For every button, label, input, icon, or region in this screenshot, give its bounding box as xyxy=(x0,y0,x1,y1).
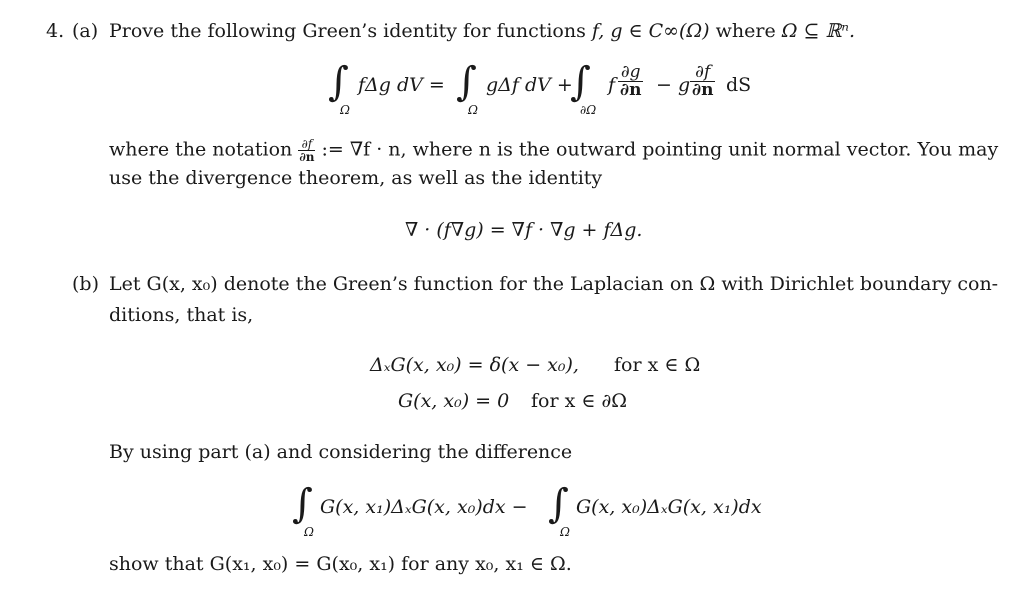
part-b-label: (b) xyxy=(72,273,99,295)
fraction-dg-dn xyxy=(618,64,643,99)
fraction-numerator: ∂f xyxy=(690,64,715,82)
rhs2-f: f xyxy=(608,74,616,96)
lhs-integrand: fΔg dV = xyxy=(358,74,445,96)
part-a-intro xyxy=(109,22,855,41)
greens-condition-2: for x ∈ ∂Ω xyxy=(531,390,628,412)
integral-sign: ∫ xyxy=(570,59,591,105)
integral-sign: ∫ xyxy=(292,481,313,527)
part-a-intro-text: Prove the following Green’s identity for functions xyxy=(109,20,586,42)
integral-sign: ∫ xyxy=(328,59,349,105)
part-a-domain-math: Ω ⊆ ℝⁿ. xyxy=(781,20,856,42)
fraction-denominator: ∂n xyxy=(299,150,315,164)
part-a-label: (a) xyxy=(72,20,99,42)
difference-term-1: G(x, x₁)ΔₓG(x, x₀)dx − xyxy=(320,496,528,518)
rhs2-minus-g: − g xyxy=(656,74,691,96)
part-a-where: where xyxy=(715,20,776,42)
difference-intro: By using part (a) and considering the difference xyxy=(109,441,573,463)
fraction-df-dn xyxy=(690,64,715,99)
integral-sign: ∫ xyxy=(548,481,569,527)
notation-line-start: where the notation xyxy=(109,138,293,161)
greens-condition-1: for x ∈ Ω xyxy=(614,354,701,376)
difference-term-2: G(x, x₀)ΔₓG(x, x₁)dx xyxy=(576,496,762,518)
notation-line-rest: := ∇f · n, where n is the outward pointing unit normal vector. You may xyxy=(321,138,999,161)
problem-number: 4. xyxy=(46,20,65,42)
integral-boundary-sub: ∂Ω xyxy=(580,103,597,117)
part-b-line-2: ditions, that is, xyxy=(109,304,254,326)
fraction-numerator: ∂f xyxy=(298,138,315,151)
notation-line-2: use the divergence theorem, as well as the identity xyxy=(109,167,603,189)
rhs1-integrand: gΔf dV + xyxy=(486,74,573,96)
greens-equation-2: G(x, x₀) = 0 xyxy=(398,390,510,412)
integral-domain-sub: Ω xyxy=(304,525,314,539)
fraction-denominator: ∂n xyxy=(620,80,642,100)
area-element: dS xyxy=(726,74,752,96)
greens-equation-1: ΔₓG(x, x₀) = δ(x − x₀), xyxy=(370,354,579,376)
divergence-identity: ∇ · (f∇g) = ∇f · ∇g + fΔg. xyxy=(405,219,643,241)
conclusion-line: show that G(x₁, x₀) = G(x₀, x₁) for any x₀, x₁ ∈ Ω. xyxy=(109,553,572,575)
integral-domain-sub: Ω xyxy=(560,525,570,539)
fraction-numerator: ∂g xyxy=(618,64,643,82)
integral-domain-sub: Ω xyxy=(340,103,350,117)
notation-fraction xyxy=(298,138,315,163)
integral-sign: ∫ xyxy=(456,59,477,105)
part-a-intro-math: f, g ∈ C∞(Ω) xyxy=(591,20,710,42)
integral-domain-sub: Ω xyxy=(468,103,478,117)
notation-line xyxy=(109,138,998,163)
fraction-denominator: ∂n xyxy=(692,80,714,100)
part-b-line-1: Let G(x, x₀) denote the Green’s function for the Laplacian on Ω with Dirichlet boundary con- xyxy=(109,273,999,295)
